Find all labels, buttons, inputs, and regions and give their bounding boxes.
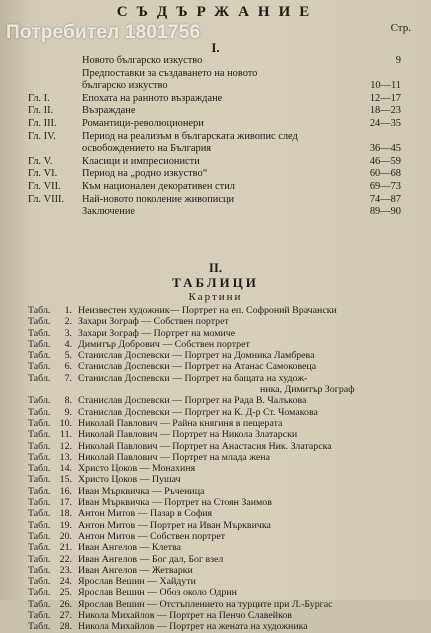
plate-row	[0, 565, 431, 576]
toc-page-range: 36—45	[369, 143, 401, 155]
toc-chapter-title: българско изкуство	[82, 80, 168, 92]
toc-chapter-number: Гл. VI.	[28, 168, 58, 180]
toc-list	[0, 55, 431, 219]
plate-label: Табл.	[28, 519, 51, 531]
plate-number: 8.	[64, 395, 72, 407]
plate-row	[0, 508, 431, 519]
plate-description: Христо Цоков — Пушач	[78, 474, 181, 486]
plate-number: 19.	[59, 519, 72, 531]
toc-chapter-title: Възраждане	[82, 105, 136, 117]
plate-row	[0, 486, 431, 497]
plate-row	[0, 621, 431, 632]
toc-row	[0, 55, 431, 68]
toc-row	[0, 156, 431, 169]
plate-number: 12.	[59, 440, 72, 452]
page-title: СЪДЪРЖАНИЕ	[116, 4, 319, 20]
toc-page-range: 74—87	[369, 193, 401, 205]
plate-description: Никола Михайлов — Портрет на Пенчо Славейков	[78, 610, 292, 622]
plate-row	[0, 452, 431, 463]
plate-number: 18.	[59, 508, 72, 520]
tables-heading: ТАБЛИЦИ	[172, 275, 259, 290]
plate-description: Иван Ангелов — Жетварки	[78, 564, 193, 576]
toc-row	[0, 93, 431, 106]
plate-number: 5.	[64, 350, 72, 362]
plate-row	[0, 610, 431, 621]
page-column-label: Стр.	[390, 22, 411, 34]
plate-description: Иван Мърквичка — Ръченица	[78, 485, 205, 497]
toc-chapter-number: Гл. V.	[28, 155, 53, 167]
plate-label: Табл.	[28, 463, 51, 475]
plate-description: Николай Павлович — Портрет на Никола Златарски	[78, 429, 298, 441]
plate-row	[0, 384, 431, 395]
plate-description: Антон Митов — Портрет на Иван Мърквичка	[78, 519, 271, 531]
plate-label: Табл.	[28, 316, 51, 328]
plate-description: Станислав Доспевски — Портрет на Домника Ламбрева	[78, 350, 315, 362]
paintings-subheading: Картини	[188, 291, 243, 303]
plate-row	[0, 474, 431, 485]
plate-label: Табл.	[28, 350, 51, 362]
plate-description: Захари Зограф — Собствен портрет	[78, 316, 229, 328]
plate-number: 16.	[59, 485, 72, 497]
plate-description: ника, Димитър Зограф	[260, 384, 355, 396]
plate-description: Николай Павлович — Портрет на млада жена	[78, 451, 270, 463]
plate-number: 13.	[59, 451, 72, 463]
plate-description: Никола Михайлов — Портрет на жената на художника	[78, 621, 308, 633]
plate-label: Табл.	[28, 327, 51, 339]
plate-description: Николай Павлович — Портрет на Анастасия Ник. Златарска	[78, 440, 332, 452]
plate-row	[0, 305, 431, 316]
toc-chapter-number: Гл. VIII.	[28, 193, 65, 205]
plate-label: Табл.	[28, 451, 51, 463]
section-two-heading: II.	[208, 260, 223, 275]
plate-number: 27.	[59, 610, 72, 622]
plate-label: Табл.	[28, 440, 51, 452]
plate-row	[0, 554, 431, 565]
toc-chapter-title: Период на реализъм в българската живопис след	[82, 130, 298, 142]
plate-label: Табл.	[28, 429, 51, 441]
plate-row	[0, 520, 431, 531]
plate-number: 9.	[64, 406, 72, 418]
toc-chapter-title: Новото българско изкуство	[82, 55, 203, 66]
toc-row	[0, 143, 431, 156]
plate-row	[0, 407, 431, 418]
plate-row	[0, 599, 431, 610]
plate-label: Табл.	[28, 417, 51, 429]
toc-chapter-number: Гл. VII.	[28, 180, 61, 192]
plate-number: 22.	[59, 553, 72, 565]
plate-row	[0, 429, 431, 440]
plate-row	[0, 542, 431, 553]
toc-row	[0, 194, 431, 207]
toc-row	[0, 181, 431, 194]
plate-label: Табл.	[28, 530, 51, 542]
plate-description: Станислав Доспевски — Портрет на Рада В. Чалъкова	[78, 395, 307, 407]
plate-number: 17.	[59, 497, 72, 509]
toc-chapter-title: Заключение	[82, 206, 135, 218]
plate-label: Табл.	[28, 621, 51, 633]
toc-chapter-title: Предпоставки за създаването на новото	[82, 67, 258, 79]
toc-page-range: 89—90	[369, 206, 401, 218]
plate-description: Ярослав Вешин — Обоз около Одрин	[78, 587, 237, 599]
plate-number: 11.	[60, 429, 72, 441]
plate-description: Ярослав Вешин — Отстъплението на турците при Л.-Бургас	[78, 598, 333, 610]
plate-number: 28.	[59, 621, 72, 633]
plate-description: Захари Зограф — Портрет на момиче	[78, 327, 236, 339]
plate-description: Христо Цоков — Монахиня	[78, 463, 196, 475]
plate-description: Николай Павлович — Райна княгиня в пещерата	[78, 417, 283, 429]
plates-list	[0, 305, 431, 633]
plate-number: 10.	[59, 417, 72, 429]
plate-number: 7.	[64, 372, 72, 384]
toc-page-range: 69—73	[369, 180, 401, 192]
plate-row	[0, 463, 431, 474]
plate-number: 21.	[59, 542, 72, 554]
watermark: Потребител 1801756	[6, 22, 201, 43]
toc-row	[0, 131, 431, 144]
plate-number: 1.	[64, 305, 72, 316]
toc-row	[0, 68, 431, 81]
plate-label: Табл.	[28, 474, 51, 486]
toc-page-range: 18—23	[369, 105, 401, 117]
toc-page-range: 9	[395, 55, 401, 66]
toc-chapter-title: Романтици-революционери	[82, 117, 204, 129]
toc-page-range: 60—68	[369, 168, 401, 180]
plate-row	[0, 576, 431, 587]
toc-page-range: 12—17	[369, 92, 401, 104]
plate-label: Табл.	[28, 395, 51, 407]
toc-chapter-title: Към национален декоративен стил	[82, 180, 235, 192]
plate-number: 24.	[59, 576, 72, 588]
plate-row	[0, 328, 431, 339]
toc-row	[0, 105, 431, 118]
plate-label: Табл.	[28, 598, 51, 610]
toc-chapter-title: Най-новото поколение живописци	[82, 193, 235, 205]
plate-number: 3.	[64, 327, 72, 339]
plate-row	[0, 350, 431, 361]
plate-description: Иван Ангелов — Клетва	[78, 542, 181, 554]
plate-label: Табл.	[28, 508, 51, 520]
plate-number: 26.	[59, 598, 72, 610]
plate-description: Станислав Доспевски — Портрет на бащата на худож-	[78, 372, 308, 384]
plate-number: 23.	[59, 564, 72, 576]
plate-number: 20.	[59, 530, 72, 542]
plate-number: 4.	[64, 338, 72, 350]
plate-row	[0, 339, 431, 350]
plate-number: 2.	[64, 316, 72, 328]
toc-page-range: 46—59	[369, 155, 401, 167]
plate-label: Табл.	[28, 542, 51, 554]
plate-row	[0, 497, 431, 508]
toc-chapter-title: Епохата на ранното възраждане	[82, 92, 223, 104]
plate-label: Табл.	[28, 361, 51, 373]
plate-row	[0, 418, 431, 429]
plate-description: Иван Ангелов — Бог дал, Бог взел	[78, 553, 224, 565]
plate-row	[0, 587, 431, 598]
plate-label: Табл.	[28, 553, 51, 565]
plate-row	[0, 316, 431, 327]
plate-row	[0, 395, 431, 406]
toc-chapter-number: Гл. IV.	[28, 130, 56, 142]
toc-row	[0, 118, 431, 131]
plate-label: Табл.	[28, 485, 51, 497]
plate-description: Неизвестен художник— Портрет на еп. Софроний Врачански	[78, 305, 337, 316]
plate-row	[0, 373, 431, 384]
plate-number: 25.	[59, 587, 72, 599]
toc-chapter-title: Класици и импресионисти	[82, 155, 200, 167]
toc-chapter-title: Период на „родно изкуство“	[82, 168, 208, 180]
toc-row	[0, 168, 431, 181]
plate-description: Станислав Доспевски — Портрет на К. Д-р Ст. Чомакова	[78, 406, 318, 418]
toc-chapter-title: освобождението на България	[82, 143, 212, 155]
plate-number: 14.	[59, 463, 72, 475]
toc-chapter-number: Гл. II.	[28, 105, 54, 117]
plate-label: Табл.	[28, 587, 51, 599]
plate-label: Табл.	[28, 610, 51, 622]
section-one-heading: I.	[211, 40, 220, 55]
plate-label: Табл.	[28, 406, 51, 418]
toc-row	[0, 80, 431, 93]
plate-label: Табл.	[28, 338, 51, 350]
toc-page-range: 24—35	[369, 117, 401, 129]
plate-description: Станислав Доспевски — Портрет на Атанас Самоковеца	[78, 361, 317, 373]
plate-row	[0, 441, 431, 452]
toc-row	[0, 206, 431, 219]
plate-label: Табл.	[28, 305, 51, 316]
plate-row	[0, 361, 431, 372]
plate-number: 6.	[64, 361, 72, 373]
plate-label: Табл.	[28, 576, 51, 588]
plate-label: Табл.	[28, 564, 51, 576]
toc-page-range: 10—11	[370, 80, 401, 92]
plate-description: Иван Мърквичка — Портрет на Стоян Заимов	[78, 497, 272, 509]
plate-description: Димитър Добрович — Собствен портрет	[78, 338, 250, 350]
plate-description: Ярослав Вешин — Хайдути	[78, 576, 196, 588]
toc-chapter-number: Гл. I.	[28, 92, 50, 104]
plate-label: Табл.	[28, 372, 51, 384]
plate-number: 15.	[59, 474, 72, 486]
plate-label: Табл.	[28, 497, 51, 509]
plate-description: Антон Митов — Пазар в София	[78, 508, 213, 520]
toc-chapter-number: Гл. III.	[28, 117, 57, 129]
plate-description: Антон Митов — Собствен портрет	[78, 530, 226, 542]
plate-row	[0, 531, 431, 542]
